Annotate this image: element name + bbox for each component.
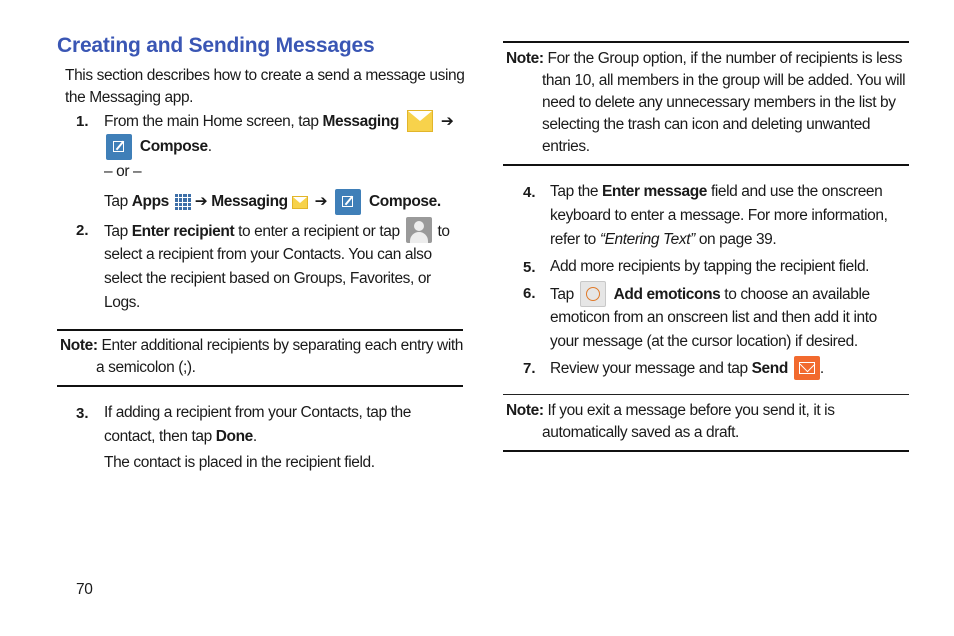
step7-line-1 (550, 357, 824, 381)
step6-text: to choose an available (720, 286, 870, 304)
step6-line-1 (550, 282, 870, 308)
compose-label: Compose (139, 138, 208, 156)
step4-text: refer to (550, 231, 600, 248)
step5-line-1: Add more recipients by tapping the recipient field. (550, 258, 870, 275)
page-title: Creating and Sending Messages (57, 34, 375, 57)
note2-line-3: need to delete any unnecessary members in the list by (542, 94, 896, 111)
enter-message-label: Enter message (601, 183, 708, 200)
step2-line-4: Logs. (104, 294, 140, 311)
note-label: Note: (60, 337, 98, 354)
step2-line-1 (104, 219, 450, 245)
compose-icon (106, 134, 132, 160)
note3-line-2: automatically saved as a draft. (542, 424, 739, 441)
step7-text: Review your message and tap (550, 360, 752, 378)
enter-recipient-label: Enter recipient (131, 223, 235, 241)
note-text: For the Group option, if the number of recipients is less (543, 50, 903, 67)
note3-line-1 (506, 400, 835, 422)
period: . (252, 428, 257, 445)
step-number: 6. (523, 285, 536, 302)
period: . (819, 360, 824, 378)
tap-text: Tap (550, 286, 578, 304)
step2-line-3: select the recipient based on Groups, Favorites, or (104, 270, 431, 287)
done-label: Done (215, 428, 253, 445)
compose-icon (335, 189, 361, 215)
step-number: 7. (523, 360, 536, 377)
step3-text: contact, then tap (104, 428, 216, 445)
contacts-icon (406, 217, 432, 243)
step6-line-2: emoticon from an onscreen list and then add it into (550, 309, 877, 326)
step4-text: on page 39. (694, 231, 777, 248)
tap-text: Tap (104, 223, 132, 241)
step-number: 2. (76, 222, 89, 239)
note2-line-2: than 10, all members in the group will be added. You will (542, 72, 906, 89)
tap-text: Tap (104, 193, 132, 211)
divider (57, 329, 463, 331)
note2-line-5: entries. (542, 138, 590, 155)
add-emoticons-label: Add emoticons (613, 286, 721, 304)
step3-follow: The contact is placed in the recipient field. (104, 454, 375, 471)
cross-reference-link[interactable]: “Entering Text” (599, 231, 695, 248)
step3-line-1: If adding a recipient from your Contacts, tap the (104, 404, 411, 421)
step1-line-3 (104, 189, 441, 215)
note1-line-2: a semicolon (;). (96, 359, 196, 376)
arrow-icon: ➔ (440, 113, 454, 131)
step4-line-1 (550, 181, 882, 203)
step6-line-3: your message (at the cursor location) if desired. (550, 333, 858, 350)
step1-text: From the main Home screen, tap (104, 113, 323, 131)
page-number: 70 (76, 581, 93, 598)
note1-line-1 (60, 335, 463, 357)
compose-label: Compose. (369, 193, 441, 211)
divider (503, 450, 909, 452)
step4-line-2: keyboard to enter a message. For more information, (550, 207, 888, 224)
arrow-icon: ➔ (194, 193, 208, 211)
note-label: Note: (506, 50, 544, 67)
step1-line-1 (104, 111, 453, 133)
divider (57, 385, 463, 387)
step4-text: Tap the (550, 183, 602, 200)
step2-text: to (437, 223, 450, 241)
step1-line-2 (106, 134, 212, 160)
note2-line-1 (506, 48, 902, 70)
note-label: Note: (506, 402, 544, 419)
arrow-icon: ➔ (314, 193, 328, 211)
messaging-icon (292, 196, 308, 209)
messaging-icon (407, 110, 433, 132)
apps-label: Apps (131, 193, 169, 211)
emoticon-icon (580, 281, 606, 307)
step4-text: field and use the onscreen (707, 183, 883, 200)
send-label: Send (751, 360, 788, 378)
step4-line-3 (550, 229, 776, 251)
step-number: 1. (76, 113, 89, 130)
step-number: 4. (523, 184, 536, 201)
intro-line-2: the Messaging app. (65, 89, 194, 106)
step3-line-2 (104, 426, 257, 448)
apps-icon (175, 194, 191, 210)
note-text: If you exit a message before you send it, it is (543, 402, 835, 419)
messaging-label: Messaging (322, 113, 399, 131)
period: . (207, 138, 212, 156)
send-icon (794, 356, 820, 380)
step-number: 3. (76, 405, 89, 422)
step-number: 5. (523, 259, 536, 276)
step2-text: to enter a recipient or tap (234, 223, 404, 241)
note2-line-4: selecting the trash can icon and deleting unwanted (542, 116, 871, 133)
intro-line-1: This section describes how to create a send a message using (65, 67, 465, 84)
divider (503, 394, 909, 395)
or-separator: – or – (104, 163, 142, 180)
note-text: Enter additional recipients by separating each entry with (97, 337, 463, 354)
step2-line-2: select a recipient from your Contacts. You can also (104, 246, 432, 263)
divider (503, 164, 909, 166)
messaging-label: Messaging (211, 193, 288, 211)
divider (503, 41, 909, 43)
